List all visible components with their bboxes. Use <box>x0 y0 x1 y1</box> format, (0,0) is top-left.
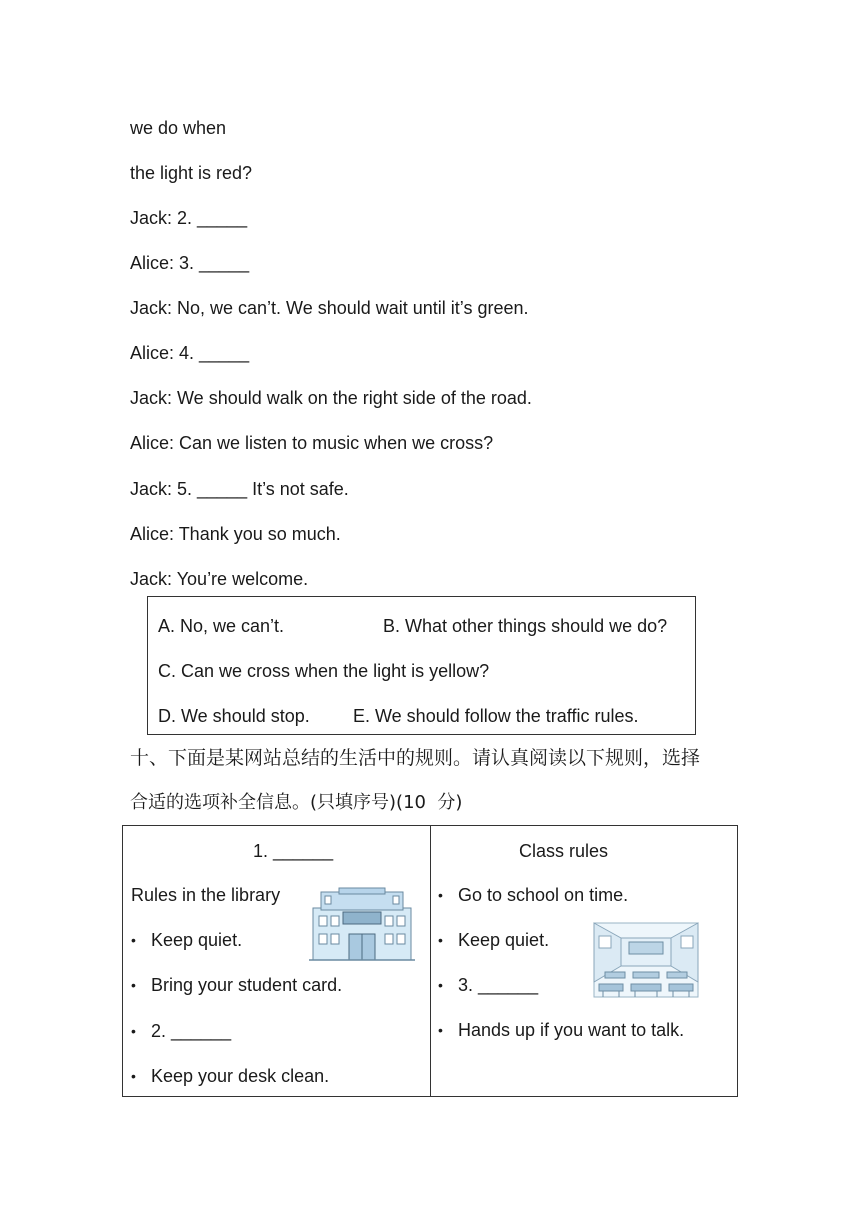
dialogue-line: Jack: 5. _____ It’s not safe. <box>130 479 349 499</box>
class-rules-title: Class rules <box>519 841 609 861</box>
rule-item: • Keep quiet. <box>438 930 550 950</box>
option-d: D. We should stop. <box>158 706 310 726</box>
dialogue-line: Alice: Thank you so much. <box>130 524 341 544</box>
bullet: • <box>131 977 136 993</box>
rule-item: • 3. ______ <box>438 975 539 995</box>
bullet: • <box>438 932 443 948</box>
bullet: • <box>131 1023 136 1039</box>
rule-item: • Bring your student card. <box>131 975 343 995</box>
dialogue-line: Alice: Can we listen to music when we cross? <box>130 433 494 453</box>
section-instruction-line2: 合适的选项补全信息。(只填序号)(10 分) <box>130 792 463 813</box>
option-c: C. Can we cross when the light is yellow? <box>158 661 490 681</box>
dialogue-line: Jack: We should walk on the right side of the road. <box>130 388 532 408</box>
dialogue-line: Jack: No, we can’t. We should wait until it’s green. <box>130 298 529 318</box>
left-header: 1. ______ <box>253 841 334 861</box>
dialogue-line: Jack: You’re welcome. <box>130 569 309 589</box>
rule-item: • Keep quiet. <box>131 930 243 950</box>
option-e: E. We should follow the traffic rules. <box>353 706 639 726</box>
dialogue-line: we do when <box>130 118 227 138</box>
dialogue-line: Jack: 2. _____ <box>130 208 248 228</box>
option-a: A. No, we can’t. <box>158 616 285 636</box>
rule-item: • Go to school on time. <box>438 885 629 905</box>
rule-item: • Keep your desk clean. <box>131 1066 330 1086</box>
column-divider <box>430 826 431 1096</box>
library-rules-title: Rules in the library <box>131 885 281 905</box>
dialogue-line: the light is red? <box>130 163 253 183</box>
bullet: • <box>438 977 443 993</box>
section-instruction-line1: 十、下面是某网站总结的生活中的规则。请认真阅读以下规则，选择 <box>130 747 701 769</box>
dialogue-line: Alice: 3. _____ <box>130 253 250 273</box>
bullet: • <box>438 887 443 903</box>
bullet: • <box>438 1022 443 1038</box>
option-b: B. What other things should we do? <box>383 616 668 636</box>
options-box <box>147 596 696 735</box>
classroom-icon <box>593 922 699 998</box>
dialogue-line: Alice: 4. _____ <box>130 343 250 363</box>
library-building-icon <box>309 886 415 964</box>
bullet: • <box>131 1068 136 1084</box>
rule-item: • Hands up if you want to talk. <box>438 1020 685 1040</box>
bullet: • <box>131 932 136 948</box>
rules-table <box>122 825 738 1097</box>
rule-item: • 2. ______ <box>131 1021 232 1041</box>
